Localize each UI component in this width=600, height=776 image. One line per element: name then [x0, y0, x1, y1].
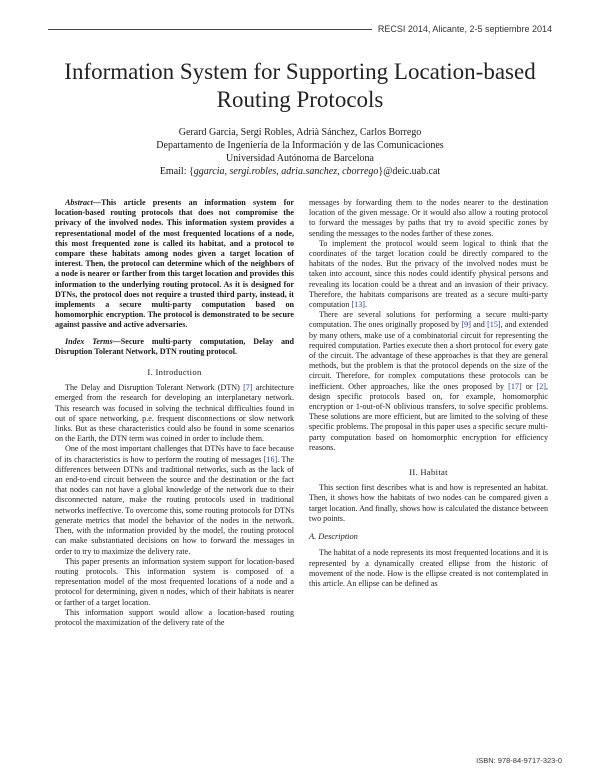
author-department: Departamento de Ingeniería de la Información y de las Comunicaciones [156, 140, 444, 151]
citation-link[interactable]: [9] [461, 320, 471, 330]
intro-p1-text-b: architecture emerged from the research for developing an interplanetary network. This research was focused in solving the technical difficulties found in out of space networking, p.e. frequent disconnections or slow network links. But as these characteristics could also be found in some scenarios on the Earth, the DTN term was coined in order to include them. [55, 383, 295, 444]
description-paragraph-1: The habitat of a node represents its most frequented locations and it is represented by a dynamically created ellipse from the historic of movement of the node. How is the ellipse created is not contemplated in this article. An ellipse can be defined as [309, 548, 548, 588]
citation-link[interactable]: [15] [487, 320, 501, 330]
intro-p2-text-a: One of the most important challenges that DTNs have to face because of its characteristics is how to perform the routing of messages [55, 444, 294, 464]
author-names: Gerard Garcia, Sergi Robles, Adrià Sánchez, Carlos Borrego [178, 127, 422, 138]
index-terms [55, 337, 294, 357]
right-p3-text-d: or [521, 381, 537, 391]
right-p2-text-b: . [364, 300, 367, 310]
subsection-heading-description: A. Description [309, 532, 358, 542]
index-terms-text: —Secure multi-party computation, Delay and Disruption Tolerant Network, DTN routing protocol. [55, 336, 294, 356]
intro-paragraph-3: This paper presents an information system support for location-based routing protocols. This information system is composed of a representation model of the most frequented locations of a node and a protocol for determining, given n nodes, which of their habitats is nearer or farther of a target location. [55, 556, 294, 607]
citation-link[interactable]: [2] [536, 381, 546, 391]
isbn-footer: ISBN: 978-84-9717-323-0 [476, 756, 562, 765]
right-paragraph-3 [309, 310, 548, 453]
right-column [309, 198, 548, 589]
section-heading-introduction: I. Introduction [147, 367, 202, 378]
citation-link[interactable]: [17] [508, 381, 522, 391]
right-p3-text-b: and [470, 320, 488, 330]
citation-link[interactable]: [13] [351, 300, 365, 310]
intro-p1-text-a: The Delay and Disruption Tolerant Network (DTN) [65, 383, 244, 393]
author-university: Universidad Autónoma de Barcelona [225, 153, 374, 164]
author-block [40, 126, 560, 178]
right-paragraph-1: messages by forwarding them to the nodes nearer to the destination location of the given message. Or it would also allow a routing protocol to forward the messages by paths that try to avoid specific zones by sending the messages to the nodes farther of these zones. [309, 198, 548, 238]
citation-link[interactable]: [16] [263, 454, 278, 464]
section-heading-habitat: II. Habitat [409, 467, 448, 478]
paper-title [40, 58, 560, 114]
title-line-1: Information System for Supporting Location-based [64, 59, 536, 84]
abstract-text: —This article presents an information system for location-based routing protocols that does not compromise the privacy of the involved nodes. This information system provides a representational model of the most frequented locations of a node, this most frequented zone is called its habitat, and a protocol to compare these habitats among nodes given a target location of interest. Then, the protocol can determine which of the neighbors of a node is nearer or farther from this target location and provides this information to the underlying routing protocol. As it is designed for DTNs, the protocol does not require a trusted third party, instead, it implements a secure multi-party computation based on homomorphic encryption. The protocol is demonstrated to be secure against passive and active adversaries. [55, 198, 294, 330]
email-prefix: Email: { [159, 166, 194, 177]
abstract-label: Abstract [65, 198, 93, 207]
title-line-2: Routing Protocols [216, 87, 384, 112]
right-p3-text-c: , and extended by many others, make use of a combinatorial circuit for representing the required computation. Parties execute then a short protocol for every gate of the circuit. The advantage of these approaches is that they are general methods, but the problem is that the protocol depends on the size of the circuit. Therefore, for complex computations these protocols can be inefficient. Other approaches, like the ones proposed by [309, 320, 548, 391]
running-header [48, 24, 552, 34]
intro-paragraph-4: This information support would allow a location-based routing protocol the maximization of the delivery rate of the [55, 607, 294, 627]
left-column [55, 198, 294, 628]
email-suffix: }@deic.uab.cat [378, 166, 441, 177]
citation-link[interactable]: [7] [243, 383, 253, 393]
habitat-paragraph-1: This section first describes what is and how is represented an habitat. Then, it shows how the habitats of two nodes can be compared given a target location. And finally, shows how is calculated the distance between two points. [309, 483, 548, 523]
intro-p2-text-b: . The differences between DTNs and traditional networks, such as the lack of an end-to-end circuit between the source and the destination or the fact that nodes can not have a global knowledge of the network due to their disconnected nature, make the routing protocols used in traditional networks ineffective. To overcome this, some routing protocols for DTNs generate metrics that model the behavior of the nodes in the network. Then, with the information provided by the model, the routing protocol can make substantiated decisions on how to forward the messages in order to try to maximize the delivery rate. [55, 454, 295, 556]
intro-paragraph-1 [55, 383, 294, 444]
right-p3-text-a: There are several solutions for performing a secure multi-party computation. The ones originally proposed by [309, 310, 548, 330]
index-terms-label: Index Terms [65, 336, 113, 346]
intro-paragraph-2 [55, 444, 294, 556]
abstract [55, 198, 294, 331]
author-email [40, 165, 560, 178]
header-rule [48, 29, 372, 30]
right-p2-text-a: To implement the protocol would seem logical to think that the coordinates of the target location could be directly compared to the habitats of the nodes. But the privacy of the involved nodes must be taken into account, since this nodes could identify physical persons and revealing its location could be a threat and an invasion of their privacy. Therefore, the habitats comparisons are treated as a secure multi-party computation [309, 238, 548, 310]
right-paragraph-2 [309, 239, 548, 310]
email-users: ggarcia, sergi.robles, adria.sanchez, cborrego [193, 166, 379, 177]
right-p3-text-e: , design specific protocols based on, for example, homomorphic encryption or 1-out-of-N oblivious transfers, to solve specific problems. These solutions are more efficient, but are limited to the solving of these specific problems. The proposal in this paper uses a specific secure multi-party computation based on homomorphic encryption for efficiency reasons. [309, 381, 548, 452]
conference-label: RECSI 2014, Alicante, 2-5 septiembre 2014 [377, 24, 552, 34]
